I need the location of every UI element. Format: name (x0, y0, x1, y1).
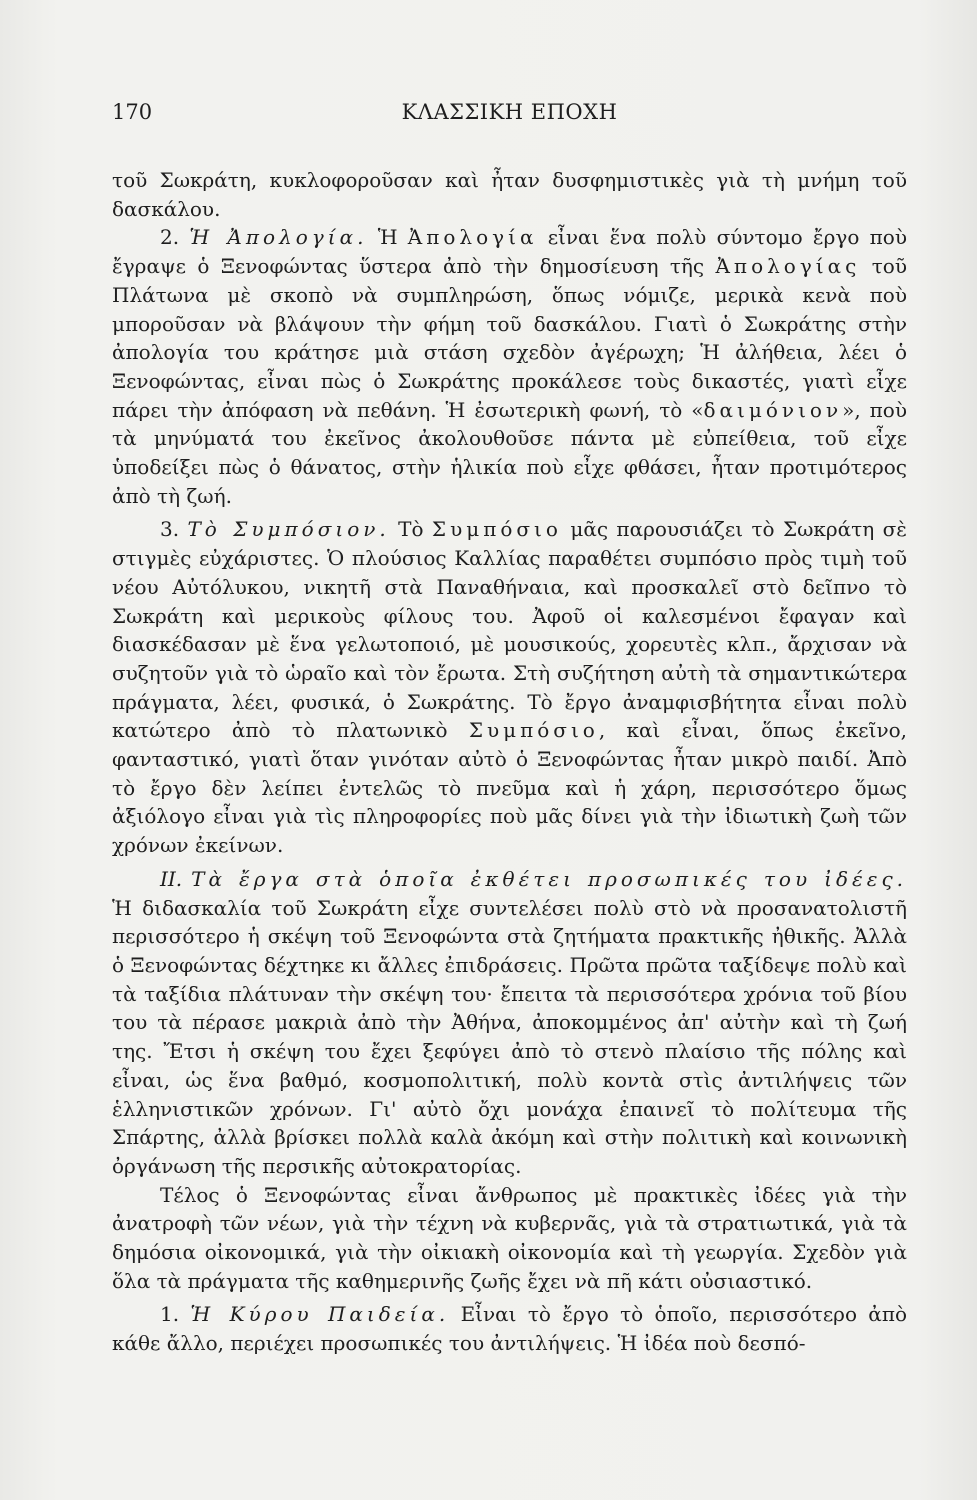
text-run: », ποὺ τὰ μηνύματά του ἐκεῖνος ἀκολουθοῦσε πάντα μὲ εὐπείθεια, τοῦ εἶχε ὑποδείξει πὼς ὁ θάνατος, στὴν ἡλικία ποὺ εἶχε φθάσει, ἦταν προτιμότερος ἀπὸ τὴ ζωή. (112, 397, 907, 508)
section-number: 1. (160, 1302, 191, 1327)
text-run: Ἡ (367, 225, 408, 250)
work-title: Συμπόσιο (468, 718, 599, 743)
paragraph-practical-ideas: Τέλος ὁ Ξενοφώντας εἶναι ἄνθρωπος μὲ πρακτικὲς ἰδέες γιὰ τὴν ἀνατροφὴ τῶν νέων, γιὰ τὴν τέχνη νὰ κυβερνᾶς, γιὰ τὰ στρατιωτικά, γιὰ τὰ δημόσια οἰκονομικά, γιὰ τὴν οἰκιακὴ οἰκονομία καὶ τὴ γεωργία. Σχεδὸν γιὰ ὅλα τὰ πράγματα τῆς καθημερινῆς ζωῆς ἔχει νὰ πῆ κάτι οὐσιαστικό. (112, 1182, 907, 1293)
work-title: Ἀπολογίας (715, 254, 861, 279)
text-run: Τὸ (389, 517, 432, 542)
paragraph-symposion (112, 515, 907, 859)
page-number: 170 (112, 100, 153, 124)
section-title: Ἡ Ἀπολογία. (189, 225, 368, 250)
body-text (112, 166, 907, 1358)
section-number: II. (160, 866, 192, 891)
page-header (112, 100, 907, 130)
work-title: Συμπόσιο (431, 517, 562, 542)
text-run: τοῦ Πλάτωνα μὲ σκοπὸ νὰ συμπληρώση, ὅπως νόμιζε, μερικὰ κενὰ ποὺ μποροῦσαν νὰ βλάψουν τὴν φήμη τοῦ δασκάλου. Γιατὶ ὁ Σωκράτης στὴν ἀπολογία του κράτησε μιὰ στάση σχεδὸν ἀγέρωχη; Ἡ ἀλήθεια, λέει ὁ Ξενοφώντας, εἶναι πὼς ὁ Σωκράτης προκάλεσε τοὺς δικαστές, γιατὶ εἶχε πάρει τὴν ἀπόφαση νὰ πεθάνη. Ἡ ἐσωτερικὴ φωνή, τὸ « (112, 254, 908, 422)
section-number: 3. (160, 517, 188, 542)
section-title: Ἡ Κύρου Παιδεία. (190, 1302, 450, 1327)
text-run: Εἶναι τὸ ἔργο τὸ ὁποῖο, περισσότερο ἀπὸ κάθε ἄλλο, περιέχει προσωπικές του ἀντιλήψεις. Ἡ ἰδέα ποὺ δεσπό- (112, 1302, 907, 1356)
section-number: 2. (160, 225, 190, 250)
spaced-term: δαιμόνιον (703, 397, 843, 422)
text-run: , καὶ εἶναι, ὅπως ἐκεῖνο, φανταστικό, γιατὶ ὅταν γινόταν αὐτὸ ὁ Ξενοφώντας ἦταν μικρὸ παιδί. Ἀπὸ τὸ ἔργο δὲν λείπει ἐντελῶς τὸ πνεῦμα καὶ ἡ χάρη, περισσότερο ὅμως ἀξιόλογο εἶναι γιὰ τὶς πληροφορίες ποὺ μᾶς δίνει γιὰ τὴν ἰδιωτικὴ ζωὴ τῶν χρόνων ἐκείνων. (112, 718, 907, 858)
paragraph-continuation: τοῦ Σωκράτη, κυκλοφοροῦσαν καὶ ἦταν δυσφημιστικὲς γιὰ τὴ μνήμη τοῦ δασκάλου. (112, 168, 907, 221)
paragraph-apologia (112, 223, 907, 510)
running-head: ΚΛΑΣΣΙΚΗ ΕΠΟΧΗ (401, 100, 618, 124)
text-run: μᾶς παρουσιάζει τὸ Σωκράτη σὲ στιγμὲς εὐχάριστες. Ὁ πλούσιος Καλλίας παραθέτει συμπόσιο πρὸς τιμὴ τοῦ νέου Αὐτόλυκου, νικητῆ στὰ Παναθήναια, καὶ προσκαλεῖ στὸ δεῖπνο τὸ Σωκράτη καὶ μερικοὺς φίλους του. Ἀφοῦ οἱ καλεσμένοι ἔφαγαν καὶ διασκέδασαν μὲ ἕνα γελωτοποιό, μὲ μουσικούς, χορευτὲς κλπ., ἄρχισαν νὰ συζητοῦν γιὰ τὸ ὡραῖο καὶ τὸν ἔρωτα. Στὴ συζήτηση αὐτὴ τὰ σημαντικώτερα πράγματα, λέει, φυσικά, ὁ Σωκράτης. Τὸ ἔργο ἀναμφισβήτητα εἶναι πολὺ κατώτερο ἀπὸ τὸ πλατωνικὸ (112, 517, 907, 743)
section-title: Τὸ Συμπόσιον. (187, 517, 390, 542)
text-run: Ἡ διδασκαλία τοῦ Σωκράτη εἶχε συντελέσει πολὺ στὸ νὰ προσανατολιστῆ περισσότερο ἡ σκέψη τοῦ Ξενοφώντα στὰ ζητήματα πρακτικῆς ἠθικῆς. Ἀλλὰ ὁ Ξενοφώντας δέχτηκε κι ἄλλες ἐπιδράσεις. Πρῶτα πρῶτα ταξίδεψε πολὺ καὶ τὰ ταξίδια πλάτυναν τὴν σκέψη του· ἔπειτα τὰ περισσότερα χρόνια τοῦ βίου του τὰ πέρασε μακριὰ ἀπὸ τὴν Ἀθήνα, ἀποκομμένος ἀπ' αὐτὴν καὶ τὴ ζωή της. Ἔτσι ἡ σκέψη του ἔχει ξεφύγει ἀπὸ τὸ στενὸ πλαίσιο τῆς πόλης καὶ εἶναι, ὡς ἕνα βαθμό, κοσμοπολιτική, πολὺ κοντὰ στὶς ἀντιλήψεις τῶν ἑλληνιστικῶν χρόνων. Γι' αὐτὸ ὄχι μονάχα ἐπαινεῖ τὸ πολίτευμα τῆς Σπάρτης, ἀλλὰ βρίσκει πολλὰ καλὰ ἀκόμη καὶ στὴν πολιτικὴ καὶ κοινωνικὴ ὀργάνωση τῆς περσικῆς αὐτοκρατορίας. (112, 895, 907, 1178)
paragraph-kyrou-paideia (112, 1300, 907, 1357)
work-title: Ἀπολογία (407, 225, 538, 250)
text-run: εἶναι ἕνα πολὺ σύντομο ἔργο ποὺ ἔγραψε ὁ Ξενοφώντας ὕστερα ἀπὸ τὴν δημοσίευση τῆς (112, 225, 907, 279)
section-title: Τὰ ἔργα στὰ ὁποῖα ἐκθέτει προσωπικές του ἰδέες. (191, 866, 908, 891)
paragraph-section-II (112, 865, 907, 1181)
